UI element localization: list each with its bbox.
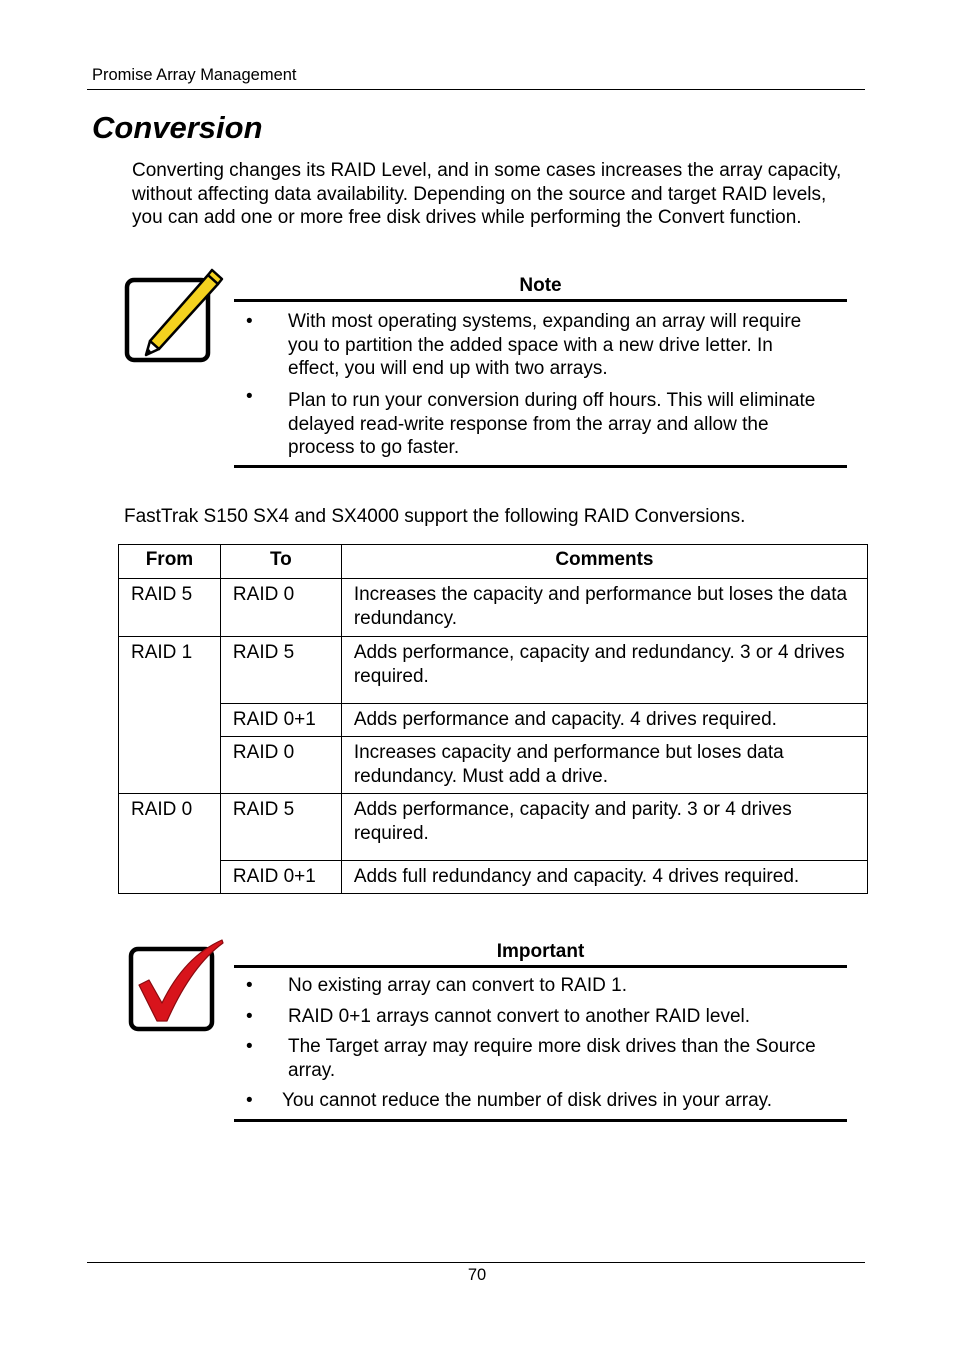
cell-comment: Adds full redundancy and capacity. 4 drives required.	[341, 861, 867, 894]
cell-comment: Adds performance, capacity and redundancy. 3 or 4 drives required.	[341, 637, 867, 704]
bullet-marker: •	[246, 1006, 253, 1027]
table-row	[119, 704, 868, 737]
note-heading: Note	[519, 275, 562, 296]
column-header-to: To	[220, 545, 341, 579]
column-header-from: From	[119, 545, 221, 579]
important-bullet-text: You cannot reduce the number of disk drives in your array.	[282, 1090, 773, 1111]
bullet-marker: •	[246, 1036, 253, 1057]
page-number: 70	[467, 1266, 487, 1284]
pencil-icon	[124, 267, 224, 365]
table-row	[119, 737, 868, 794]
cell-to: RAID 0+1	[220, 861, 341, 894]
checkmark-icon	[127, 937, 227, 1035]
important-heading-rule	[234, 965, 847, 968]
footer-rule	[87, 1262, 865, 1263]
conversion-table	[118, 544, 868, 894]
running-header: Promise Array Management	[92, 66, 297, 84]
cell-from: RAID 0	[119, 794, 221, 894]
cell-to: RAID 0	[220, 579, 341, 637]
column-header-comments: Comments	[341, 545, 867, 579]
section-title: Conversion	[92, 110, 263, 145]
table-row	[119, 637, 868, 704]
note-heading-rule	[234, 299, 847, 302]
header-rule	[87, 89, 865, 90]
table-intro: FastTrak S150 SX4 and SX4000 support the following RAID Conversions.	[124, 506, 746, 527]
table-row	[119, 861, 868, 894]
note-box	[234, 273, 847, 469]
bullet-marker: •	[246, 975, 253, 996]
cell-to: RAID 0+1	[220, 704, 341, 737]
table-row	[119, 579, 868, 637]
important-bullet-text: RAID 0+1 arrays cannot convert to another RAID level.	[288, 1006, 751, 1027]
note-bullet-text: With most operating systems, expanding an array will require you to partition the added space with a new drive letter. In effect, you will end up with two arrays.	[288, 311, 802, 380]
bullet-marker: •	[246, 311, 253, 332]
note-bullet-text: Plan to run your conversion during off hours. This will eliminate delayed read-write response from the array and allow the process to go faster.	[288, 390, 816, 459]
cell-comment: Adds performance and capacity. 4 drives required.	[341, 704, 867, 737]
cell-comment: Adds performance, capacity and parity. 3 or 4 drives required.	[341, 794, 867, 861]
cell-to: RAID 0	[220, 737, 341, 794]
table-row	[119, 794, 868, 861]
intro-paragraph: Converting changes its RAID Level, and in some cases increases the array capacity, without affecting data availability. Depending on the source and target RAID levels, you can add one or more free disk drives while performing the Convert function.	[132, 160, 842, 229]
cell-comment: Increases the capacity and performance but loses the data redundancy.	[341, 579, 867, 637]
table-header-row	[119, 545, 868, 579]
cell-comment: Increases capacity and performance but loses data redundancy. Must add a drive.	[341, 737, 867, 794]
cell-from: RAID 5	[119, 579, 221, 637]
bullet-marker: •	[246, 1090, 253, 1111]
cell-from: RAID 1	[119, 637, 221, 794]
note-bottom-rule	[234, 465, 847, 468]
important-box	[234, 939, 847, 1125]
important-heading: Important	[496, 941, 585, 962]
cell-to: RAID 5	[220, 637, 341, 704]
cell-to: RAID 5	[220, 794, 341, 861]
important-bottom-rule	[234, 1119, 847, 1122]
bullet-marker: •	[246, 386, 253, 407]
important-bullet-text: The Target array may require more disk drives than the Source array.	[288, 1036, 816, 1081]
important-bullet-text: No existing array can convert to RAID 1.	[288, 975, 627, 996]
